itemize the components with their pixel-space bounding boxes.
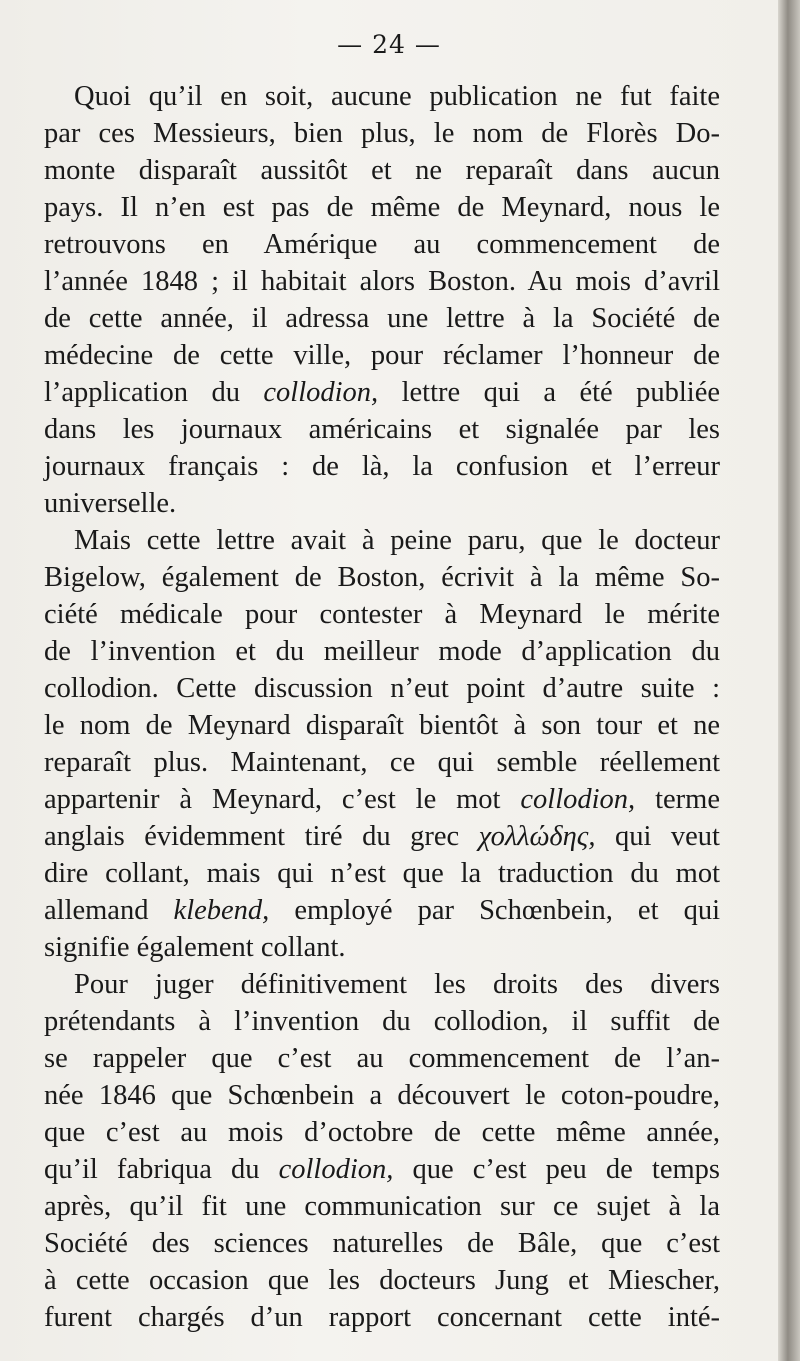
text-line: universelle. bbox=[44, 488, 177, 519]
text-line: retrouvons en Amérique au commencement de bbox=[44, 229, 720, 260]
text-line bbox=[44, 781, 720, 818]
italic-term: klebend, bbox=[173, 895, 270, 926]
text-line bbox=[44, 1151, 720, 1188]
text-line: pays. Il n’en est pas de même de Meynard, nous le bbox=[44, 192, 720, 223]
page-number: — 24 — bbox=[337, 30, 441, 59]
text-line: ciété médicale pour contester à Meynard le mérite bbox=[44, 599, 720, 630]
text-line: se rappeler que c’est au commencement de l’an- bbox=[44, 1043, 720, 1074]
body-text bbox=[44, 78, 720, 1336]
text-line: l’année 1848 ; il habitait alors Boston. Au mois d’avril bbox=[44, 266, 720, 297]
text-line bbox=[44, 892, 720, 929]
italic-term: collodion, bbox=[278, 1154, 394, 1185]
text-run: appartenir à Meynard, c’est le mot bbox=[44, 784, 521, 815]
text-run: anglais évidemment tiré du grec bbox=[44, 821, 479, 852]
text-line: Bigelow, également de Boston, écrivit à la même So- bbox=[44, 562, 720, 593]
text-line bbox=[44, 818, 720, 855]
text-run: l’application du bbox=[44, 377, 264, 408]
text-line: dire collant, mais qui n’est que la traduction du mot bbox=[44, 858, 720, 889]
text-line: médecine de cette ville, pour réclamer l’honneur de bbox=[44, 340, 720, 371]
text-line: de cette année, il adressa une lettre à la Société de bbox=[44, 303, 720, 334]
text-line: collodion. Cette discussion n’eut point d’autre suite : bbox=[44, 673, 720, 704]
text-line: née 1846 que Schœnbein a découvert le coton-poudre, bbox=[44, 1080, 720, 1111]
text-line: que c’est au mois d’octobre de cette même année, bbox=[44, 1117, 720, 1148]
text-line: signifie également collant. bbox=[44, 932, 346, 963]
text-run: employé par Schœnbein, et qui bbox=[269, 895, 720, 926]
text-line: reparaît plus. Maintenant, ce qui semble réellement bbox=[44, 747, 720, 778]
text-line: de l’invention et du meilleur mode d’application du bbox=[44, 636, 720, 667]
text-line: dans les journaux américains et signalée par les bbox=[44, 414, 720, 445]
text-run: qui veut bbox=[595, 821, 720, 852]
text-run: que c’est peu de temps bbox=[393, 1154, 721, 1185]
text-line: après, qu’il fit une communication sur ce sujet à la bbox=[44, 1191, 720, 1222]
italic-term: collodion, bbox=[263, 377, 379, 408]
text-line: furent chargés d’un rapport concernant cette inté- bbox=[44, 1302, 720, 1333]
text-run: allemand bbox=[44, 895, 174, 926]
text-line: à cette occasion que les docteurs Jung et Miescher, bbox=[44, 1265, 720, 1296]
italic-term: χολλώδης, bbox=[478, 821, 596, 852]
text-run: terme bbox=[635, 784, 720, 815]
text-line: Société des sciences naturelles de Bâle, que c’est bbox=[44, 1228, 720, 1259]
text-line: Mais cette lettre avait à peine paru, que le docteur bbox=[74, 525, 720, 556]
text-run: qu’il fabriqua du bbox=[44, 1154, 279, 1185]
text-run: lettre qui a été publiée bbox=[378, 377, 721, 408]
page-edge bbox=[778, 0, 800, 1361]
italic-term: collodion, bbox=[520, 784, 636, 815]
text-line: le nom de Meynard disparaît bientôt à son tour et ne bbox=[44, 710, 720, 741]
text-line: journaux français : de là, la confusion et l’erreur bbox=[44, 451, 720, 482]
text-line: Quoi qu’il en soit, aucune publication ne fut faite bbox=[74, 81, 720, 112]
text-line: Pour juger définitivement les droits des divers bbox=[74, 969, 720, 1000]
text-line bbox=[44, 374, 720, 411]
text-line: monte disparaît aussitôt et ne reparaît dans aucun bbox=[44, 155, 720, 186]
text-line: par ces Messieurs, bien plus, le nom de Florès Do- bbox=[44, 118, 720, 149]
text-line: prétendants à l’invention du collodion, il suffit de bbox=[44, 1006, 720, 1037]
